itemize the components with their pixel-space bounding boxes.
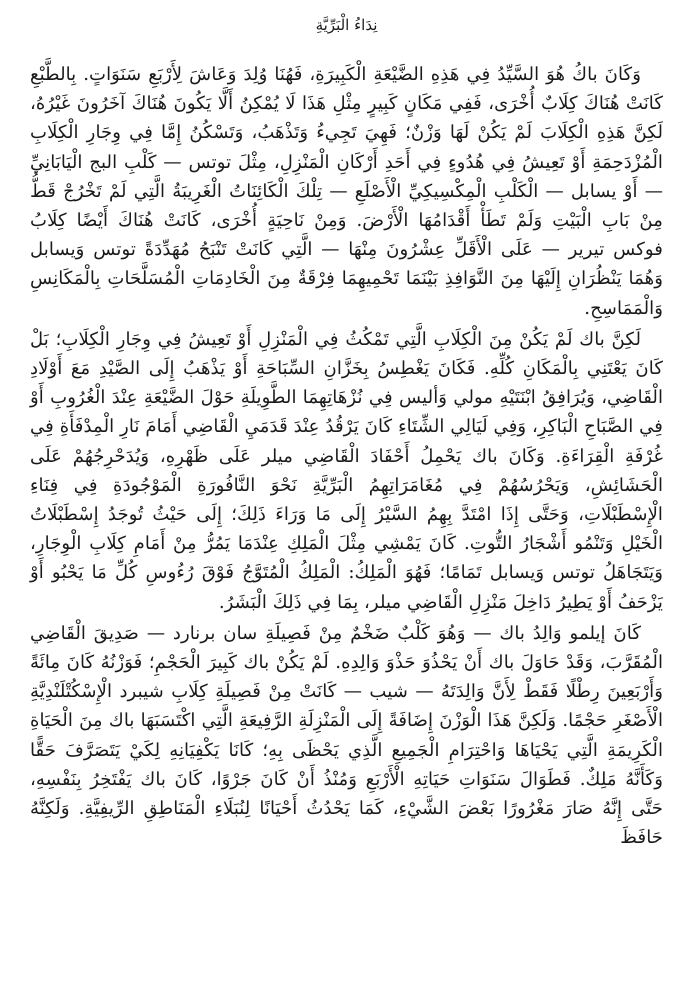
paragraph-3: كَانَ إيلمو وَالِدُ باك — وَهُوَ كَلْبٌ ضَخْمٌ مِنْ فَصِيلَةِ سان برنارد — صَدِيقَ الْقَاضِي الْمُقَرَّبَ، وَقَدْ حَاوَلَ باك أَنْ يَحْذُوَ حَذْوَ وَالِدِهِ. لَمْ يَكُنْ باك كَبِيرَ الْحَجْمِ؛ فَوَزْنُهُ كَانَ مِائَةً وَأَرْبَعِينَ رِطْلًا فَقَطْ لِأَنَّ وَالِدَتَهُ — شيب — كَانَتْ مِنْ فَصِيلَةِ كِلَابِ شيبرد الْإِسْكُتْلَنْدِيَّةِ الْأَصْغَرِ حَجْمًا. وَلَكِنَّ هَذَا الْوَزْنَ إِضَافَةً إِلَى الْمَنْزِلَةِ الرَّفِيعَةِ الَّتِي اكْتَسَبَهَا باك مِنَ الْحَيَاةِ الْكَرِيمَةِ الَّتِي يَحْيَاهَا وَاحْتِرَامِ الْجَمِيعِ الَّذِي يَحْظَى بِهِ؛ كَانَا يَكْفِيَانِهِ لِكَيْ يَتَصَرَّفَ حَقًّا وَكَأَنَّهُ مَلِكٌ. فَطَوَالَ سَنَوَاتِ حَيَاتِهِ الْأَرْبَعِ وَمُنْذُ أَنْ كَانَ جَرْوًا، كَانَ باك يَفْتَخِرُ بِنَفْسِهِ، حَتَّى إِنَّهُ صَارَ مَغْرُورًا بَعْضَ الشَّيْءِ، كَمَا يَحْدُثُ أَحْيَانًا لِنُبَلَاءِ الْمَنَاطِقِ الرِّيفِيَّةِ. وَلَكِنَّهُ حَافَظَ xyxy=(30,622,663,849)
paragraph-2: لَكِنَّ باك لَمْ يَكُنْ مِنَ الْكِلَابِ الَّتِي تَمْكُثُ فِي الْمَنْزِلِ أَوْ تَعِيشُ فِي وِجَارِ الْكِلَابِ؛ بَلْ كَانَ يَعْتَنِي بِالْمَكَانِ كُلِّهِ. فَكَانَ يَغْطِسُ بِخَزَّانِ السِّبَاحَةِ أَوْ يَذْهَبُ إِلَى الصَّيْدِ مَعَ أَوْلَادِ الْقَاضِي، وَيُرَافِقُ ابْنَتَيْهِ مولي وَأليس فِي نُزْهَاتِهِمَا الطَّوِيلَةِ حَوْلَ الضَّيْعَةِ عِنْدَ الْغُرُوبِ أَوْ فِي الصَّبَاحِ الْبَاكِرِ، وَفِي لَيَالِي الشِّتَاءِ كَانَ يَرْقُدُ عِنْدَ قَدَمَيِ الْقَاضِي أَمَامَ نَارِ الْمِدْفَأَةِ فِي غُرْفَةِ الْقِرَاءَةِ. وَكَانَ باك يَحْمِلُ أَحْفَادَ الْقَاضِي ميلر عَلَى ظَهْرِهِ، وَيُدَحْرِجُهُمْ عَلَى الْحَشَائِشِ، وَيَحْرُسُهُمْ فِي مُغَامَرَاتِهِمُ الْبَرِّيَّةِ نَحْوَ النَّافُورَةِ الْمَوْجُودَةِ فِي فِنَاءِ الْإِسْطَبْلَاتِ، وَحَتَّى إِذَا امْتَدَّ بِهِمُ السَّيْرُ إِلَى مَا وَرَاءَ ذَلِكَ؛ إِلَى حَيْثُ تُوجَدُ إِسْطَبْلَاتُ الْخَيْلِ وَتَنْمُو أَشْجَارُ التُّوتِ. كَانَ يَمْشِي مِثْلَ الْمَلِكِ عِنْدَمَا يَمُرُّ مِنْ أَمَامِ كِلَابِ الْوِجَارِ، وَيَتَجَاهَلُ توتس وَيسابل تَمَامًا؛ فَهُوَ الْمَلِكُ: الْمَلِكُ الْمُتَوَّجُ فَوْقَ رُءُوسِ كُلِّ مَا يَحْبُو أَوْ يَزْحَفُ أَوْ يَطِيرُ دَاخِلَ مَنْزِلِ الْقَاضِي ميلر، بِمَا فِي ذَلِكَ الْبَشَرُ. xyxy=(30,328,663,613)
running-header-title: نِدَاءُ الْبَرِّيَّةِ xyxy=(315,16,378,34)
paragraph-1: وَكَانَ باكُ هُوَ السَّيِّدُ فِي هَذِهِ الضَّيْعَةِ الْكَبِيرَةِ، فَهُنَا وُلِدَ وَعَاشَ لِأَرْبَعِ سَنَوَاتٍ. بِالطَّبْعِ كَانَتْ هُنَاكَ كِلَابٌ أُخْرَى، فَفِي مَكَانٍ كَبِيرٍ مِثْلِ هَذَا لَا يُمْكِنُ أَلَّا يَكُونَ هُنَاكَ آخَرُونَ غَيْرُهُ، لَكِنَّ هَذِهِ الْكِلَابَ لَمْ يَكُنْ لَهَا وَزْنٌ؛ فَهِيَ تَجِيءُ وَتَذْهَبُ، وَتَسْكُنُ إِمَّا فِي وِجَارِ الْكِلَابِ الْمُزْدَحِمَةِ أَوْ تَعِيشُ فِي هُدُوءٍ فِي أَحَدِ أَرْكَانِ الْمَنْزِلِ، مِثْلَ توتس — كَلْبِ البج الْيَابَانِيِّ — أَوْ يسابل — الْكَلْبِ الْمِكْسِيكِيِّ الْأَصْلَعِ — تِلْكَ الْكَائِنَاتُ الْغَرِيبَةُ الَّتِي لَمْ تَخْرُجْ قَطُّ مِنْ بَابِ الْبَيْتِ وَلَمْ تَطَأْ أَقْدَامُهَا الْأَرْضَ. وَمِنْ نَاحِيَةٍ أُخْرَى، كَانَتْ هُنَاكَ أَيْضًا كِلَابُ فوكس تيرير — عَلَى الْأَقَلِّ عِشْرُونَ مِنْهَا — الَّتِي كَانَتْ تَنْبَحُ مُهَدِّدَةً توتس وَيسابل وَهُمَا يَنْظُرَانِ إِلَيْهَا مِنَ النَّوَافِذِ بَيْنَمَا تَحْمِيهِمَا فِرْقَةٌ مِنَ الْخَادِمَاتِ الْمُسَلَّحَاتِ بِالْمَكَانِسِ وَالْمَمَاسِحِ. xyxy=(30,64,663,319)
body-text xyxy=(30,60,663,852)
